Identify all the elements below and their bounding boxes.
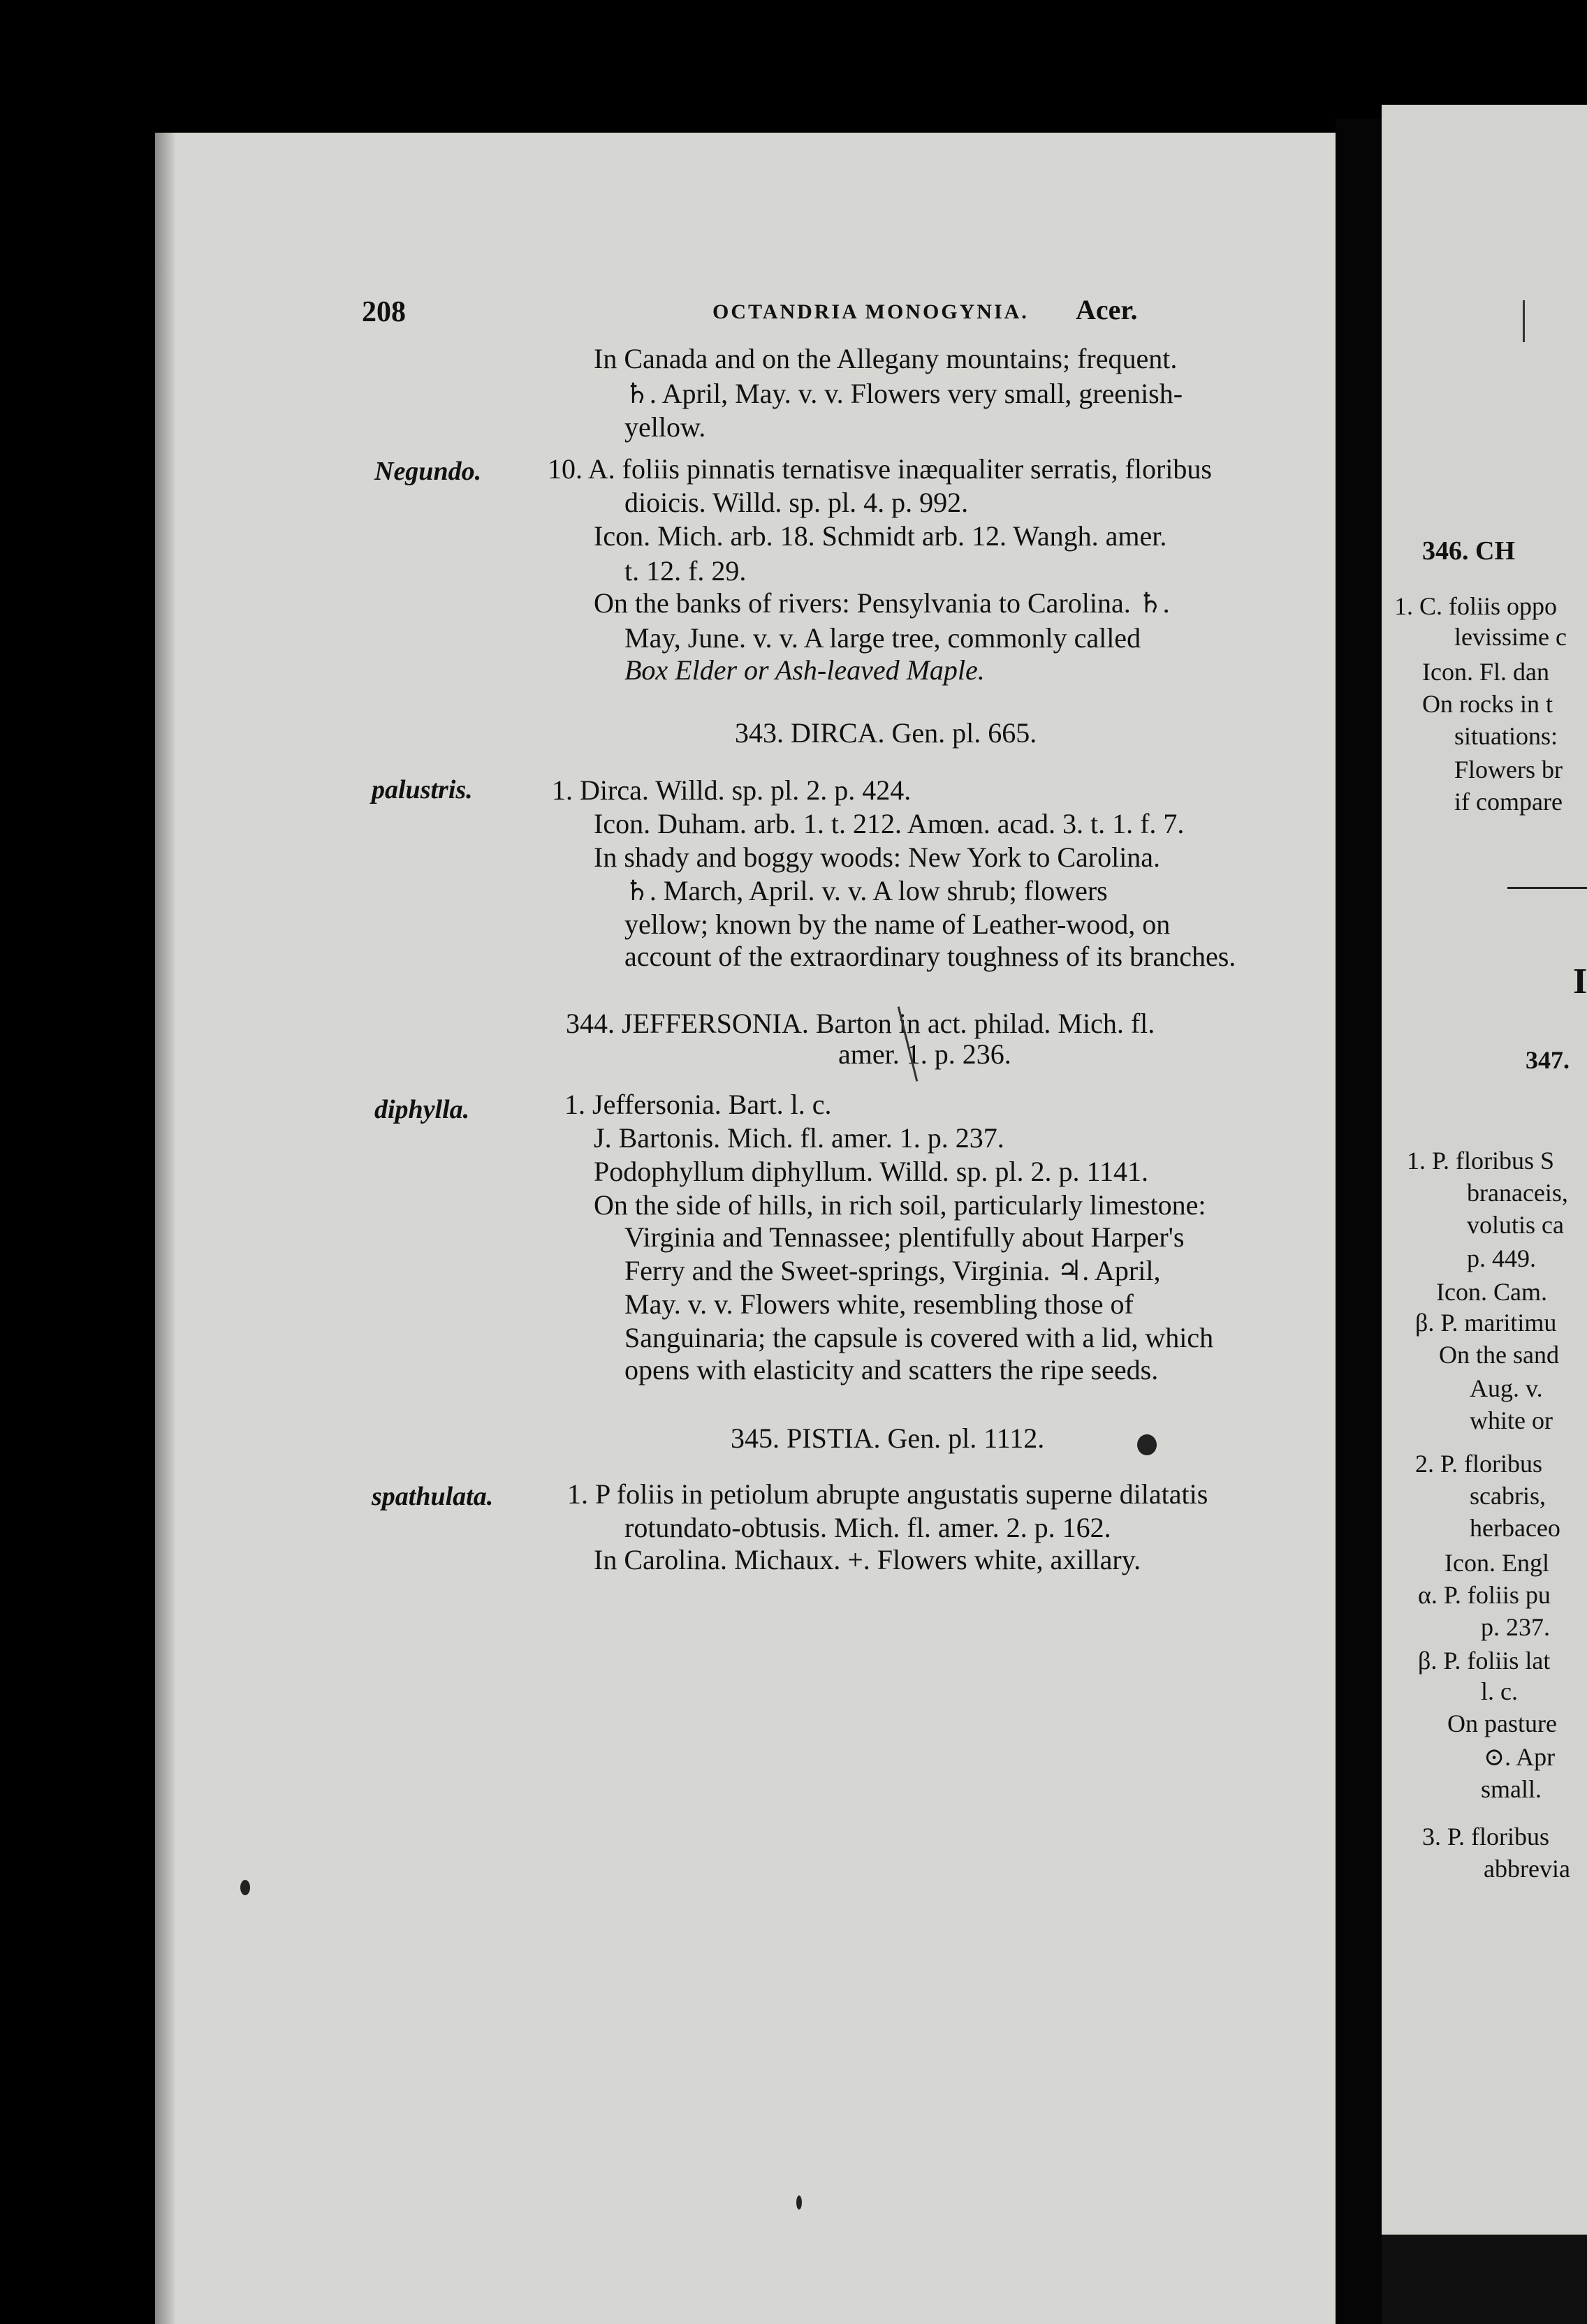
text-line: Box Elder or Ash-leaved Maple. (624, 654, 985, 686)
right-text: volutis ca (1467, 1211, 1564, 1239)
right-text: herbaceo (1470, 1514, 1560, 1542)
text-line: 1. Jeffersonia. Bart. l. c. (564, 1089, 832, 1120)
right-text: l. c. (1481, 1677, 1518, 1705)
text-line: ♄. April, May. v. v. Flowers very small, greenish- (624, 378, 1183, 409)
text-line: yellow. (624, 411, 706, 443)
text-line: Sanguinaria; the capsule is covered with a lid, which (624, 1322, 1214, 1353)
right-text: Flowers br (1454, 756, 1563, 784)
text-line: t. 12. f. 29. (624, 555, 747, 587)
right-text: 3. P. floribus (1422, 1823, 1550, 1851)
ink-spot (796, 2196, 802, 2209)
right-text: β. P. foliis lat (1418, 1647, 1551, 1675)
right-text: On rocks in t (1422, 690, 1553, 718)
text-line: Ferry and the Sweet-springs, Virginia. ♃. April, (624, 1255, 1161, 1286)
text-line: May, June. v. v. A large tree, commonly called (624, 622, 1141, 654)
margin-name-negundo: Negundo. (374, 457, 482, 486)
margin-name-diphylla: diphylla. (374, 1095, 470, 1124)
right-text: levissime c (1454, 623, 1567, 651)
right-rule (1507, 887, 1587, 889)
right-text: On the sand (1439, 1341, 1559, 1369)
right-text: Aug. v. (1470, 1374, 1543, 1402)
right-text: 346. CH (1422, 536, 1515, 566)
right-text: small. (1481, 1775, 1542, 1803)
text-line: Icon. Mich. arb. 18. Schmidt arb. 12. Wangh. amer. (594, 520, 1167, 552)
right-page-shadow (1382, 2235, 1587, 2324)
text-line: 1. P foliis in petiolum abrupte angustatis superne dilatatis (567, 1478, 1208, 1510)
right-text: 1. C. foliis oppo (1394, 592, 1558, 620)
text-line: dioicis. Willd. sp. pl. 4. p. 992. (624, 487, 969, 518)
right-text: situations: (1454, 722, 1558, 750)
text-line: Podophyllum diphyllum. Willd. sp. pl. 2. p. 1141. (594, 1156, 1149, 1187)
section-heading: 345. PISTIA. Gen. pl. 1112. (731, 1422, 1045, 1454)
right-text: On pasture (1447, 1709, 1557, 1737)
text-line: rotundato-obtusis. Mich. fl. amer. 2. p. 162. (624, 1512, 1111, 1543)
section-heading: 343. DIRCA. Gen. pl. 665. (735, 717, 1037, 749)
running-genus: Acer. (1076, 294, 1138, 325)
right-text: scabris, (1470, 1482, 1546, 1510)
right-text: white or (1470, 1406, 1553, 1434)
text-line: amer. 1. p. 236. (838, 1038, 1011, 1070)
right-text: p. 237. (1481, 1613, 1550, 1641)
right-text: 1. P. floribus S (1407, 1147, 1555, 1175)
right-text: Icon. Fl. dan (1422, 658, 1549, 686)
text-line: opens with elasticity and scatters the ripe seeds. (624, 1354, 1159, 1385)
right-text: ⊙. Apr (1484, 1743, 1556, 1771)
book-gutter (1336, 119, 1382, 2324)
right-text: Icon. Cam. (1436, 1278, 1547, 1306)
text-line: In Canada and on the Allegany mountains; frequent. (594, 343, 1178, 374)
right-text: p. 449. (1467, 1244, 1536, 1272)
text-line: In shady and boggy woods: New York to Carolina. (594, 841, 1161, 873)
text-line: ♄. March, April. v. v. A low shrub; flowers (624, 875, 1108, 906)
section-heading: 344. JEFFERSONIA. Barton in act. philad. Mich. fl. (566, 1008, 1155, 1039)
text-line: J. Bartonis. Mich. fl. amer. 1. p. 237. (594, 1122, 1004, 1154)
page-number: 208 (362, 296, 406, 328)
right-text: β. P. maritimu (1415, 1309, 1557, 1337)
left-page-edge (155, 133, 175, 2324)
text-line: On the side of hills, in rich soil, particularly limestone: (594, 1189, 1206, 1221)
right-text: abbrevia (1484, 1855, 1570, 1883)
text-line: On the banks of rivers: Pensylvania to Carolina. ♄. (594, 587, 1170, 619)
text-line: May. v. v. Flowers white, resembling those of (624, 1288, 1134, 1320)
right-page-mark (1523, 300, 1525, 342)
ink-spot (1137, 1434, 1157, 1455)
margin-name-palustris: palustris. (372, 775, 473, 804)
text-line: Icon. Duham. arb. 1. t. 212. Amœn. acad. 3. t. 1. f. 7. (594, 808, 1185, 839)
text-line: Virginia and Tennassee; plentifully about Harper's (624, 1221, 1185, 1253)
text-line: yellow; known by the name of Leather-wood, on (624, 909, 1171, 940)
right-text: I (1573, 962, 1587, 1001)
text-line: 1. Dirca. Willd. sp. pl. 2. p. 424. (552, 774, 912, 806)
margin-name-spathulata: spathulata. (372, 1482, 494, 1511)
text-line: account of the extraordinary toughness of its branches. (624, 941, 1236, 972)
ink-spot (240, 1880, 250, 1895)
right-text: branaceis, (1467, 1179, 1568, 1207)
right-text: 2. P. floribus (1415, 1450, 1543, 1478)
right-text: α. P. foliis pu (1418, 1581, 1551, 1609)
text-line: In Carolina. Michaux. +. Flowers white, axillary. (594, 1544, 1141, 1575)
right-text: if compare (1454, 788, 1563, 816)
right-text: Icon. Engl (1445, 1549, 1549, 1577)
right-text: 347. (1526, 1046, 1570, 1074)
text-line: 10. A. foliis pinnatis ternatisve inæqualiter serratis, floribus (548, 453, 1212, 485)
running-title: OCTANDRIA MONOGYNIA. (712, 300, 1029, 323)
